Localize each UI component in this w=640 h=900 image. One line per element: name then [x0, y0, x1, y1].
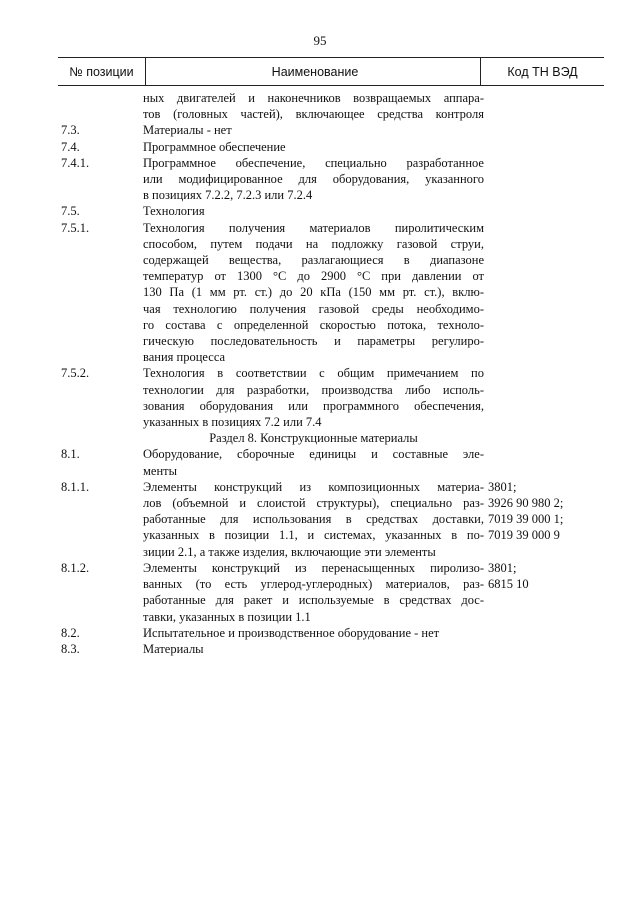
row-name — [143, 90, 484, 122]
row-position: 7.4. — [61, 139, 80, 154]
table-row — [58, 122, 604, 138]
row-name — [143, 139, 484, 155]
row-name — [143, 560, 484, 625]
row-code — [484, 560, 602, 592]
row-name — [143, 122, 484, 138]
row-code — [484, 479, 602, 544]
row-position: 8.1.2. — [61, 560, 90, 575]
text-line: содержащей вещества, разлагающиеся в диапазоне — [143, 253, 484, 268]
row-position: 7.3. — [61, 123, 80, 138]
classification-table — [58, 57, 604, 657]
row-position: 7.4.1. — [61, 155, 90, 170]
text-line: вания процесса — [143, 350, 226, 365]
section-title: Раздел 8. Конструкционные материалы — [209, 431, 418, 446]
text-line: 130 Па (1 мм рт. ст.) до 20 кПа (150 мм рт. ст.), вклю- — [143, 285, 484, 300]
text-line: Программное обеспечение, специально разработанное — [143, 155, 484, 170]
text-line: ных двигателей и наконечников возвращаемых аппара- — [143, 91, 484, 105]
text-line: указанных в позициях 7.2 или 7.4 — [143, 415, 322, 430]
row-position: 7.5. — [61, 204, 80, 219]
text-line: Технология в соответствии с общим примечанием по — [143, 366, 484, 381]
row-name — [143, 220, 484, 366]
row-position: 8.1.1. — [61, 479, 90, 494]
table-row — [58, 203, 604, 219]
table-body — [58, 90, 604, 657]
row-name — [143, 365, 484, 430]
row-position: 7.5.2. — [61, 366, 90, 381]
table-row — [58, 560, 604, 625]
text-line: или модифицированное для оборудования, указанного — [143, 172, 484, 187]
text-line: температур от 1300 °C до 2900 °C при давлении от — [143, 269, 484, 284]
table-row — [58, 446, 604, 478]
text-line: Технология — [143, 204, 205, 219]
text-line: способом, путем подачи на подложку газовой струи, — [143, 236, 484, 251]
text-line: Элементы конструкций из перенасыщенных пиролизо- — [143, 560, 484, 575]
row-name — [143, 641, 484, 657]
text-line: зования оборудования или программного обеспечения, — [143, 398, 484, 413]
text-line: зиции 2.1, а также изделия, включающие эти элементы — [143, 544, 436, 559]
table-row — [58, 155, 604, 204]
table-row — [58, 479, 604, 560]
text-line: Материалы — [143, 641, 204, 656]
tnved-code: 6815 10 — [488, 577, 529, 592]
row-name — [143, 446, 484, 478]
text-line: менты — [143, 463, 178, 478]
table-row — [58, 625, 604, 641]
text-line: Технология получения материалов пиролитическим — [143, 220, 484, 235]
table-row — [58, 139, 604, 155]
text-line: Испытательное и производственное оборудование - нет — [143, 625, 440, 640]
row-name — [143, 625, 484, 641]
text-line: указанных в позиции 1.1, и системах, указанных в по- — [143, 528, 484, 543]
table-row — [58, 641, 604, 657]
tnved-code: 7019 39 000 1; — [488, 512, 564, 527]
table-header — [58, 57, 604, 86]
text-line: работанные для ракет и используемые в средствах дос- — [143, 593, 484, 608]
text-line: Оборудование, сборочные единицы и составные эле- — [143, 447, 484, 462]
header-position: № позиции — [58, 58, 146, 85]
row-position: 8.3. — [61, 641, 80, 656]
tnved-code: 3801; — [488, 560, 517, 575]
text-line: тавки, указанных в позиции 1.1 — [143, 609, 311, 624]
row-name — [143, 155, 484, 204]
text-line: тов (головных частей), включающее средства контроля — [143, 107, 484, 122]
text-line: ванных (то есть углерод-углеродных) материалов, раз- — [143, 577, 484, 592]
table-row — [58, 365, 604, 430]
tnved-code: 7019 39 000 9 — [488, 528, 560, 543]
text-line: лов (объемной и слоистой структуры), специально раз- — [143, 496, 484, 511]
table-row — [58, 220, 604, 366]
text-line: технологии для разработки, производства либо исполь- — [143, 382, 484, 397]
row-position: 8.1. — [61, 447, 80, 462]
text-line: работанные для использования в средствах доставки, — [143, 512, 484, 527]
header-name: Наименование — [146, 58, 481, 85]
row-name — [143, 479, 484, 560]
header-code: Код ТН ВЭД — [507, 64, 578, 79]
row-name — [143, 203, 484, 219]
text-line: в позициях 7.2.2, 7.2.3 или 7.2.4 — [143, 188, 313, 203]
tnved-code: 3926 90 980 2; — [488, 496, 564, 511]
row-position: 8.2. — [61, 625, 80, 640]
text-line: Элементы конструкций из композиционных материа- — [143, 479, 484, 494]
text-line: гическую последовательность и параметры регулиро- — [143, 334, 484, 349]
tnved-code: 3801; — [488, 479, 517, 494]
continuation-row — [58, 90, 604, 122]
page-number: 95 — [313, 33, 327, 48]
text-line: Материалы - нет — [143, 123, 232, 138]
text-line: Программное обеспечение — [143, 139, 286, 154]
text-line: го состава с определенной скоростью потока, техноло- — [143, 317, 484, 332]
text-line: чая технологию получения газовой среды необходимо- — [143, 301, 484, 316]
row-position: 7.5.1. — [61, 220, 90, 235]
